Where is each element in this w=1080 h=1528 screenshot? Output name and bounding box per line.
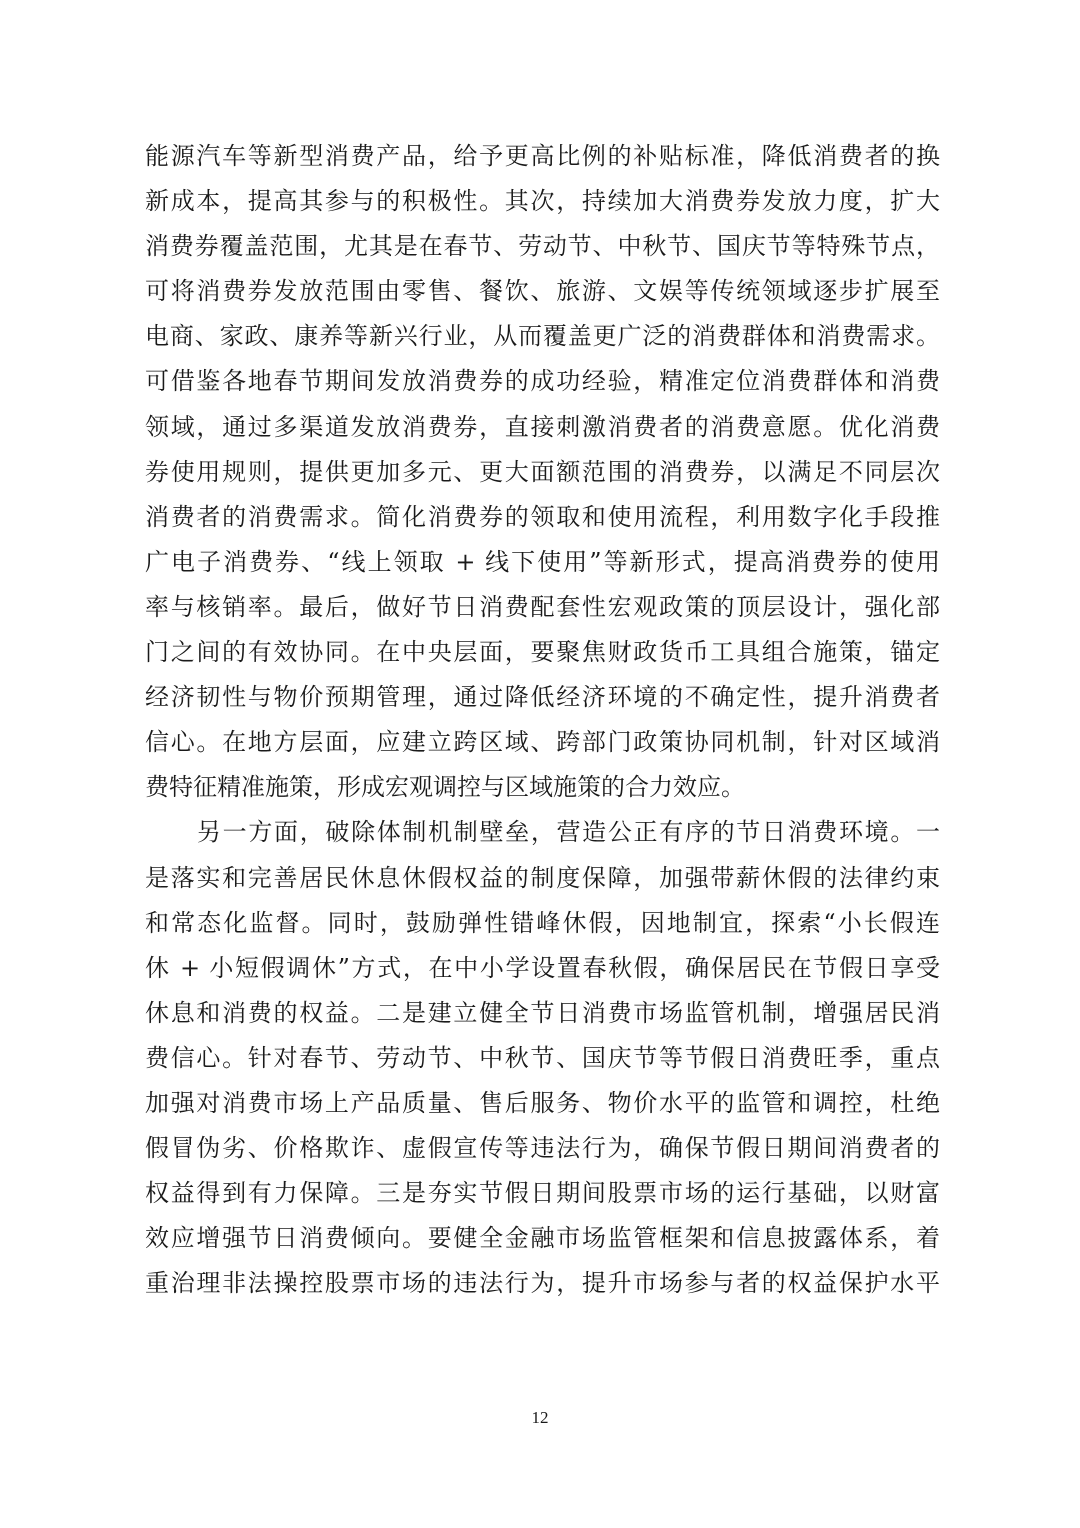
text-line: 消费券覆盖范围，尤其是在春节、劳动节、中秋节、国庆节等特殊节点，: [145, 232, 940, 261]
text-line: 消费者的消费需求。简化消费券的领取和使用流程，利用数字化手段推: [145, 502, 940, 531]
text-line: 能源汽车等新型消费产品，给予更高比例的补贴标准，降低消费者的换: [145, 142, 940, 170]
text-line: 是落实和完善居民休息休假权益的制度保障，加强带薪休假的法律约束: [145, 863, 940, 892]
text-line: 费信心。针对春节、劳动节、中秋节、国庆节等节假日消费旺季，重点: [145, 1043, 940, 1072]
text-line: 和常态化监督。同时，鼓励弹性错峰休假，因地制宜，探索“小长假连: [145, 908, 940, 937]
text-line: 可将消费券发放范围由零售、餐饮、旅游、文娱等传统领域逐步扩展至: [145, 277, 940, 306]
body-text: [145, 134, 940, 1306]
text-line: 休 + 小短假调休”方式，在中小学设置春秋假，确保居民在节假日享受: [145, 953, 940, 982]
text-line: 可借鉴各地春节期间发放消费券的成功经验，精准定位消费群体和消费: [145, 367, 940, 396]
text-line: 广电子消费券、“线上领取 + 线下使用”等新形式，提高消费券的使用: [145, 547, 940, 576]
text-line: 券使用规则，提供更加多元、更大面额范围的消费券，以满足不同层次: [145, 457, 940, 486]
text-line: 新成本，提高其参与的积极性。其次，持续加大消费券发放力度，扩大: [145, 187, 940, 216]
text-line: 信心。在地方层面，应建立跨区域、跨部门政策协同机制，针对区域消: [145, 728, 940, 757]
text-line: 门之间的有效协同。在中央层面，要聚焦财政货币工具组合施策，锚定: [145, 638, 940, 667]
text-line: 领域，通过多渠道发放消费券，直接刺激消费者的消费意愿。优化消费: [145, 412, 940, 441]
text-line: 效应增强节日消费倾向。要健全金融市场监管框架和信息披露体系，着: [145, 1224, 940, 1253]
text-line: 电商、家政、康养等新兴行业，从而覆盖更广泛的消费群体和消费需求。: [145, 322, 940, 351]
text-line: 重治理非法操控股票市场的违法行为，提升市场参与者的权益保护水平: [145, 1269, 940, 1298]
paragraph-first-line: 另一方面，破除体制机制壁垒，营造公正有序的节日消费环境。一: [197, 818, 940, 847]
text-line: 加强对消费市场上产品质量、售后服务、物价水平的监管和调控，杜绝: [145, 1088, 940, 1117]
paragraph-end-line: 费特征精准施策，形成宏观调控与区域施策的合力效应。: [145, 773, 745, 802]
page-number: 12: [531, 1408, 549, 1427]
text-line: 权益得到有力保障。三是夯实节假日期间股票市场的运行基础，以财富: [145, 1179, 940, 1208]
text-line: 假冒伪劣、价格欺诈、虚假宣传等违法行为，确保节假日期间消费者的: [145, 1134, 940, 1163]
text-line: 休息和消费的权益。二是建立健全节日消费市场监管机制，增强居民消: [145, 998, 940, 1027]
text-line: 率与核销率。最后，做好节日消费配套性宏观政策的顶层设计，强化部: [145, 592, 940, 621]
text-line: 经济韧性与物价预期管理，通过降低经济环境的不确定性，提升消费者: [145, 683, 940, 712]
